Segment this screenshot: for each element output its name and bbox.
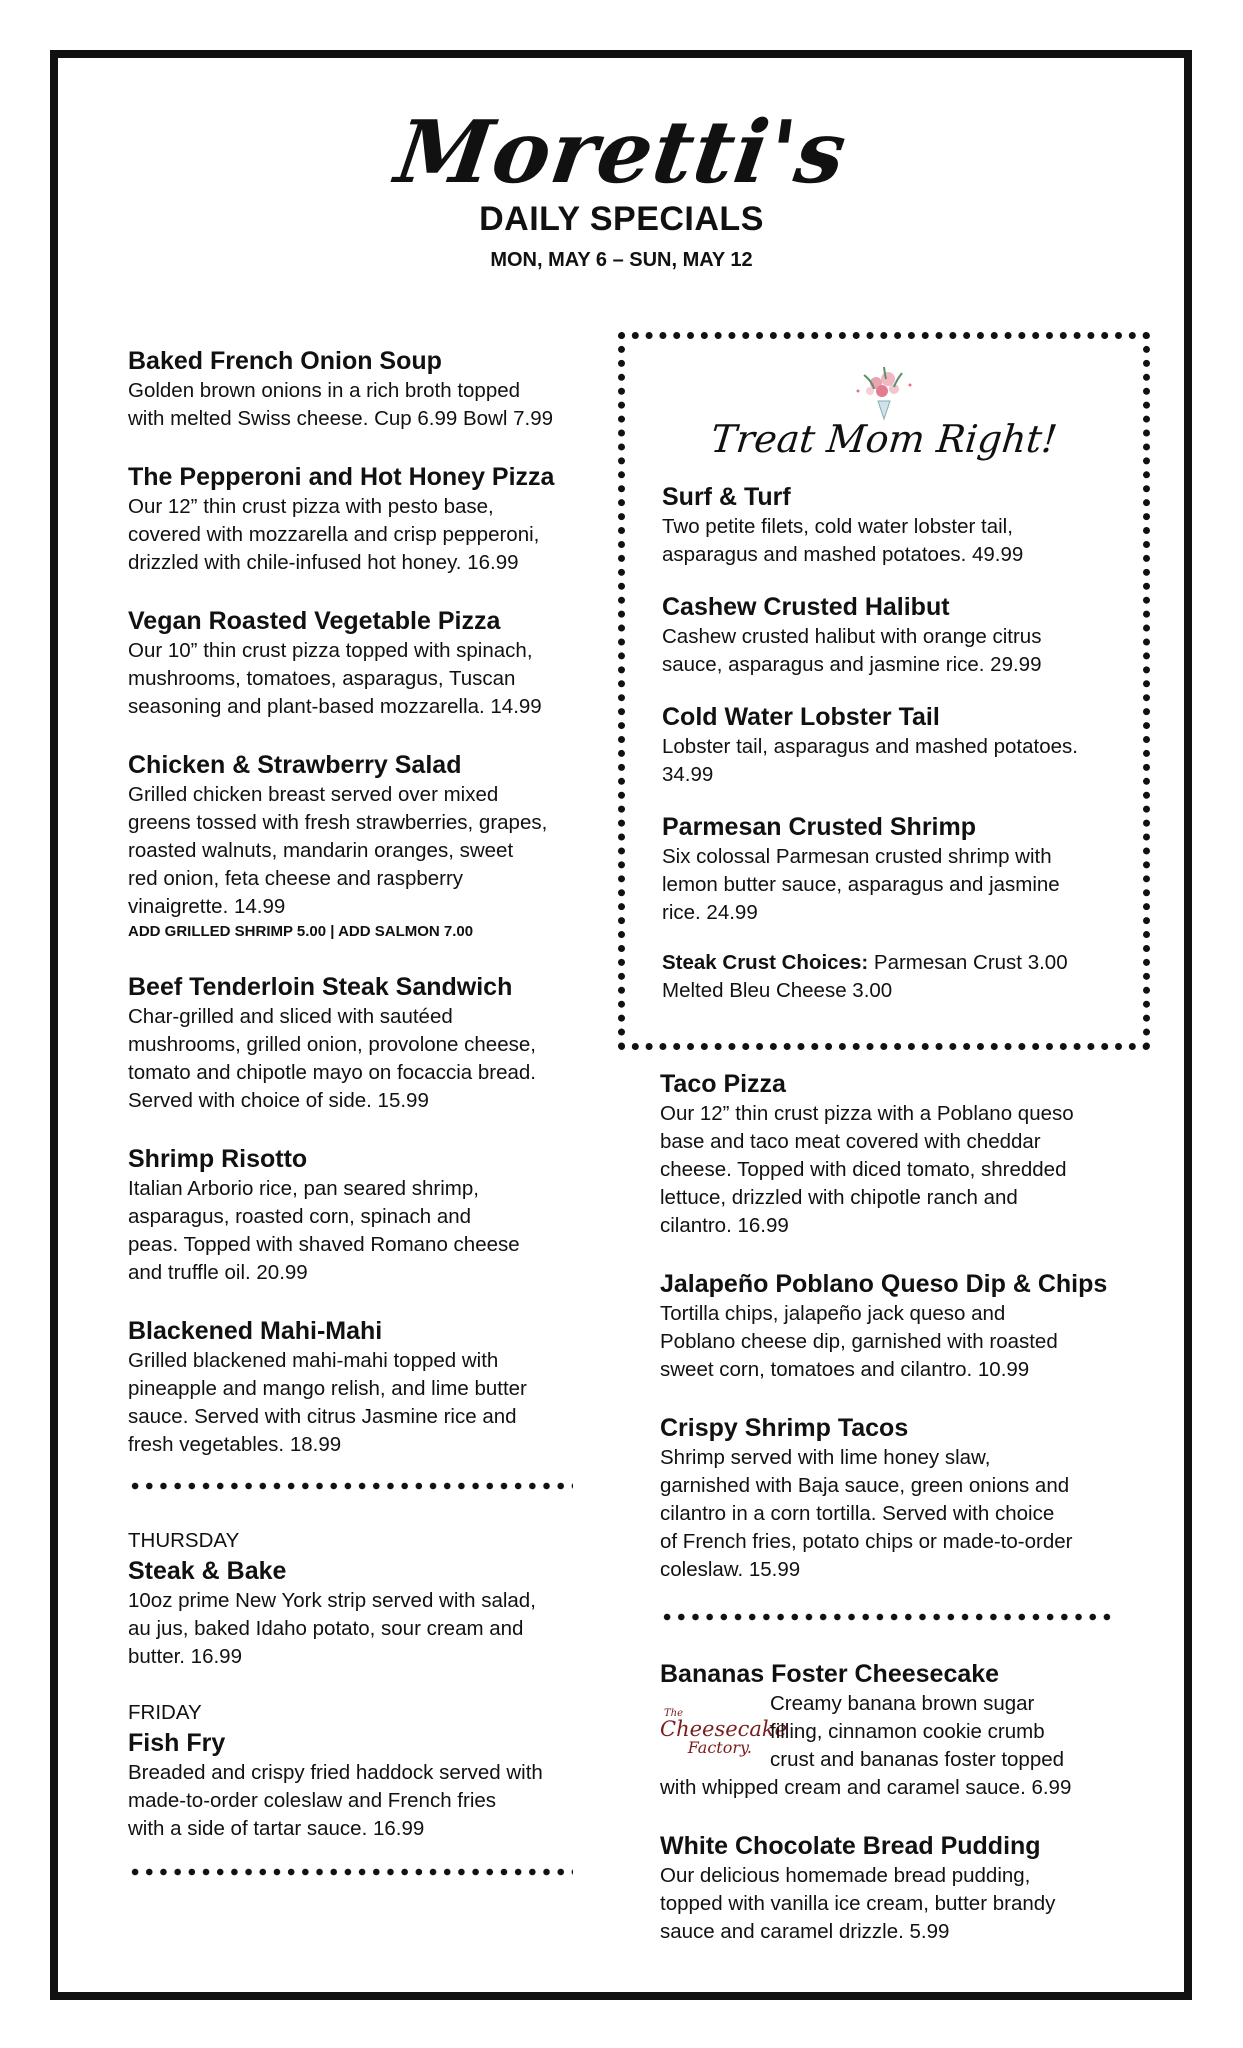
- item-description: Char-grilled and sliced with sautéed mushrooms, grilled onion, provolone cheese, tomato and chipotle mayo on focaccia bread. Served with choice of side. 15.99: [128, 1005, 536, 1112]
- item-description: 10oz prime New York strip served with salad, au jus, baked Idaho potato, sour cream and butter. 16.99: [128, 1589, 536, 1668]
- dessert-description-row: [660, 1690, 1130, 1774]
- item-description: Grilled chicken breast served over mixed greens tossed with fresh strawberries, grapes, roasted walnuts, mandarin oranges, sweet red onion, feta cheese and raspberry vinaigrette. 14.99: [128, 783, 548, 918]
- friday-special: [128, 1699, 598, 1843]
- item-title: Chicken & Strawberry Salad: [128, 751, 462, 779]
- item-title: White Chocolate Bread Pudding: [660, 1832, 1041, 1860]
- item-description: with whipped cream and caramel sauce. 6.99: [660, 1776, 1072, 1799]
- item-description: Golden brown onions in a rich broth topped with melted Swiss cheese. Cup 6.99 Bowl 7.99: [128, 379, 554, 430]
- item-addon: ADD GRILLED SHRIMP 5.00 | ADD SALMON 7.00: [128, 923, 474, 940]
- item-title: Blackened Mahi-Mahi: [128, 1317, 383, 1345]
- restaurant-logo: Moretti's: [390, 102, 853, 203]
- treat-mom-text: Treat Mom Right!: [708, 417, 1060, 461]
- menu-header: [0, 102, 1243, 272]
- day-label: THURSDAY: [128, 1529, 240, 1552]
- dessert-item: [660, 1830, 1130, 1946]
- item-description: Breaded and crispy fried haddock served with made-to-order coleslaw and French fries with a side of tartar sauce. 16.99: [128, 1761, 543, 1840]
- item-description: Shrimp served with lime honey slaw, garnished with Baja sauce, green onions and cilantro in a corn tortilla. Served with choice of French fries, potato chips or made-to-order coleslaw. 15.99: [660, 1446, 1073, 1581]
- steak-crust-choices: Steak Crust Choices: Parmesan Crust 3.00 Melted Bleu Cheese 3.00: [662, 951, 1068, 1002]
- item-description: Grilled blackened mahi-mahi topped with pineapple and mango relish, and lime butter sauce. Served with citrus Jasmine rice and fresh vegetables. 18.99: [128, 1349, 527, 1456]
- item-description: Six colossal Parmesan crusted shrimp with lemon butter sauce, asparagus and jasmine rice. 24.99: [662, 845, 1060, 924]
- thursday-special: [128, 1527, 598, 1671]
- left-column: [128, 345, 598, 1879]
- item-title: Cold Water Lobster Tail: [662, 703, 940, 731]
- menu-item: [662, 481, 1122, 569]
- menu-item: [662, 701, 1122, 789]
- item-title: Shrimp Risotto: [128, 1145, 308, 1173]
- item-title: Steak & Bake: [128, 1557, 287, 1585]
- date-range: MON, MAY 6 – SUN, MAY 12: [490, 249, 753, 271]
- menu-item: [128, 345, 598, 433]
- item-description: Lobster tail, asparagus and mashed potatoes. 34.99: [662, 735, 1078, 786]
- item-description: Creamy banana brown sugar filling, cinnamon cookie crumb crust and bananas foster topped: [770, 1692, 1065, 1771]
- mothers-day-box: [618, 332, 1150, 1050]
- right-column: [660, 1068, 1130, 1974]
- treat-mom-banner: [625, 361, 1143, 461]
- item-description: Our 10” thin crust pizza topped with spinach, mushrooms, tomatoes, asparagus, Tuscan seasoning and plant-based mozzarella. 14.99: [128, 639, 542, 718]
- menu-item: [660, 1268, 1130, 1384]
- item-title: Fish Fry: [128, 1729, 226, 1757]
- menu-item: [128, 1143, 598, 1287]
- page-title: DAILY SPECIALS: [479, 200, 764, 238]
- item-description: Italian Arborio rice, pan seared shrimp, asparagus, roasted corn, spinach and peas. Topped with shaved Romano cheese and truffle oil. 20.99: [128, 1177, 520, 1284]
- item-title: The Pepperoni and Hot Honey Pizza: [128, 463, 555, 491]
- day-label: FRIDAY: [128, 1701, 202, 1724]
- item-title: Cashew Crusted Halibut: [662, 593, 950, 621]
- item-title: Jalapeño Poblano Queso Dip & Chips: [660, 1270, 1108, 1298]
- menu-item: [662, 811, 1122, 927]
- menu-item: [128, 461, 598, 577]
- cheesecake-factory-logo: The Cheesecake Factory.: [660, 1707, 788, 1757]
- mothers-day-items: [662, 481, 1122, 1005]
- menu-item: [128, 605, 598, 721]
- menu-item: [128, 971, 598, 1115]
- item-title: Surf & Turf: [662, 483, 791, 511]
- item-title: Beef Tenderloin Steak Sandwich: [128, 973, 513, 1001]
- item-title: Vegan Roasted Vegetable Pizza: [128, 607, 501, 635]
- item-title: Taco Pizza: [660, 1070, 786, 1098]
- dessert-item: [660, 1658, 1130, 1802]
- menu-item: [660, 1412, 1130, 1584]
- dotted-divider: [128, 1865, 573, 1879]
- item-title: Crispy Shrimp Tacos: [660, 1414, 909, 1442]
- item-description: Our 12” thin crust pizza with pesto base, covered with mozzarella and crisp pepperoni, drizzled with chile-infused hot honey. 16.99: [128, 495, 540, 574]
- item-description: Our delicious homemade bread pudding, topped with vanilla ice cream, butter brandy sauce and caramel drizzle. 5.99: [660, 1864, 1056, 1943]
- menu-item: [128, 749, 598, 943]
- flower-vase-icon: [844, 361, 924, 423]
- item-title: Parmesan Crusted Shrimp: [662, 813, 976, 841]
- item-description: Tortilla chips, jalapeño jack queso and Poblano cheese dip, garnished with roasted sweet corn, tomatoes and cilantro. 10.99: [660, 1302, 1058, 1381]
- menu-item: [662, 591, 1122, 679]
- item-title: Baked French Onion Soup: [128, 347, 442, 375]
- item-description: Two petite filets, cold water lobster tail, asparagus and mashed potatoes. 49.99: [662, 515, 1024, 566]
- dotted-divider: [660, 1610, 1115, 1624]
- item-title: Bananas Foster Cheesecake: [660, 1660, 1000, 1688]
- menu-item: [660, 1068, 1130, 1240]
- item-description: Cashew crusted halibut with orange citrus sauce, asparagus and jasmine rice. 29.99: [662, 625, 1042, 676]
- menu-item: [128, 1315, 598, 1459]
- item-description: Our 12” thin crust pizza with a Poblano queso base and taco meat covered with cheddar cheese. Topped with diced tomato, shredded lettuce, drizzled with chipotle ranch and cilantro. 16.99: [660, 1102, 1074, 1237]
- dotted-divider: [128, 1479, 573, 1493]
